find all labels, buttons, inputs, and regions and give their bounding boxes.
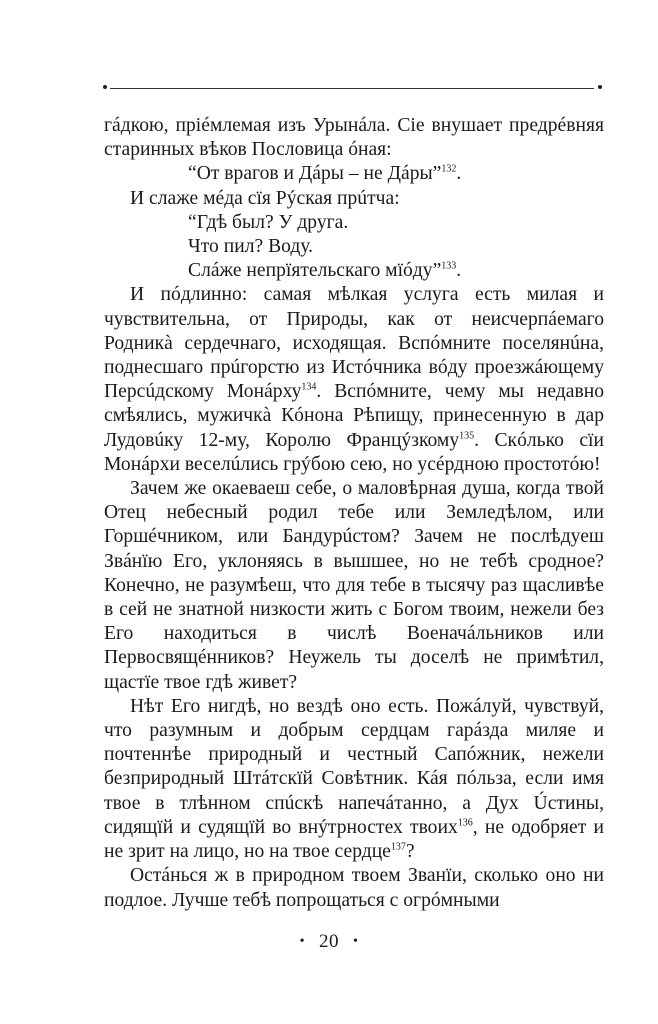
footnote-ref-134: 134 — [301, 381, 317, 393]
footnote-ref-132: 132 — [441, 163, 457, 175]
quote-2-line-1: “Гдѣ был? У друга. — [188, 211, 349, 233]
paragraph-3: И пóдлинно: самая мѣлкая услуга есть милая и чувствительна, от Природы, как от неисчерпáемаго Родникà сердечнаго, исходящая. Вспóмните поселянúна, поднесшаго прúгорстю из Истóчника вóду проезжáющему Персúдскому Монáрху$^{134}$. Вспóмните, чему мы недавно смѣялись, мужичкà Кóнона Рѣпищу, принесенную в дар Лудовúку 12-му, Королю Францýзкому$^{135}$. Скóлько сїи Монáрхи веселúлись грýбою сею, но усéрдною простотóю! — [104, 284, 604, 475]
paragraph-6: Остáнься ж в природном твоем Званїи, сколько оно ни подлое. Лучше тебѣ попрощаться с огрóмными — [104, 865, 604, 911]
footer-bullet-left: • — [299, 934, 305, 949]
page-footer — [0, 931, 658, 953]
paragraph-2: И слаже мéда сїя Рýская прúтча: — [130, 187, 400, 209]
body-text — [104, 114, 604, 913]
quote-1: “От врагов и Дáры – не Дáры”$^{132}$. — [188, 163, 462, 185]
quote-2-line-3: Слáже непрїятельскаго мїóду”$^{133}$. — [188, 260, 462, 282]
header-rule — [110, 88, 594, 89]
footnote-ref-133: 133 — [441, 260, 457, 272]
footnote-ref-135: 135 — [459, 430, 475, 442]
footer-bullet-right: • — [353, 934, 359, 949]
header-rule-dot-right — [598, 85, 602, 89]
footnote-ref-137: 137 — [390, 841, 406, 853]
footnote-ref-136: 136 — [457, 817, 473, 829]
paragraph-5: Нѣт Его нигдѣ, но вездѣ оно есть. Пожáлуй, чувствуй, что разумным и добрым сердцам гарáзда миляе и почтеннѣе природный и честный Сапóжник, нежели безприродный Штáтскїй Совѣтник. Кáя пóльза, если имя твое в тлѣнном спúскѣ напечáтанно, а Дух Úстины, сидящїй и судящїй во внýтрностех твоих$^{136}$, не одобряет и не зрит на лицо, но на твое сердце$^{137}$? — [104, 695, 604, 863]
paragraph-4: Зачем же окаеваеш себе, о маловѣрная душа, когда твой Отец небесный родил тебе или Земледѣлом, или Горшéчником, или Бандурúстом? Зачем не послѣдуеш Звáнїю Его, уклоняясь в вышшее, но не тебѣ сродное? Конечно, не разумѣеш, что для тебе в тысячу раз щасливѣе в сей не знатной низкости жить с Богом твоим, нежели без Его находиться в числѣ Военачáльников или Первосвящéнников? Неужель ты доселѣ не примѣтил, щастїе твое гдѣ живет? — [104, 478, 604, 693]
paragraph-1: гáдкою, пріéмлемая изъ Урынáла. Сіе внушает предрéвняя старинных вѣков Пословица óная: — [104, 115, 604, 161]
quote-2-line-2: Что пил? Воду. — [188, 236, 314, 258]
page-number: 20 — [319, 931, 339, 952]
header-rule-dot-left — [103, 85, 107, 89]
